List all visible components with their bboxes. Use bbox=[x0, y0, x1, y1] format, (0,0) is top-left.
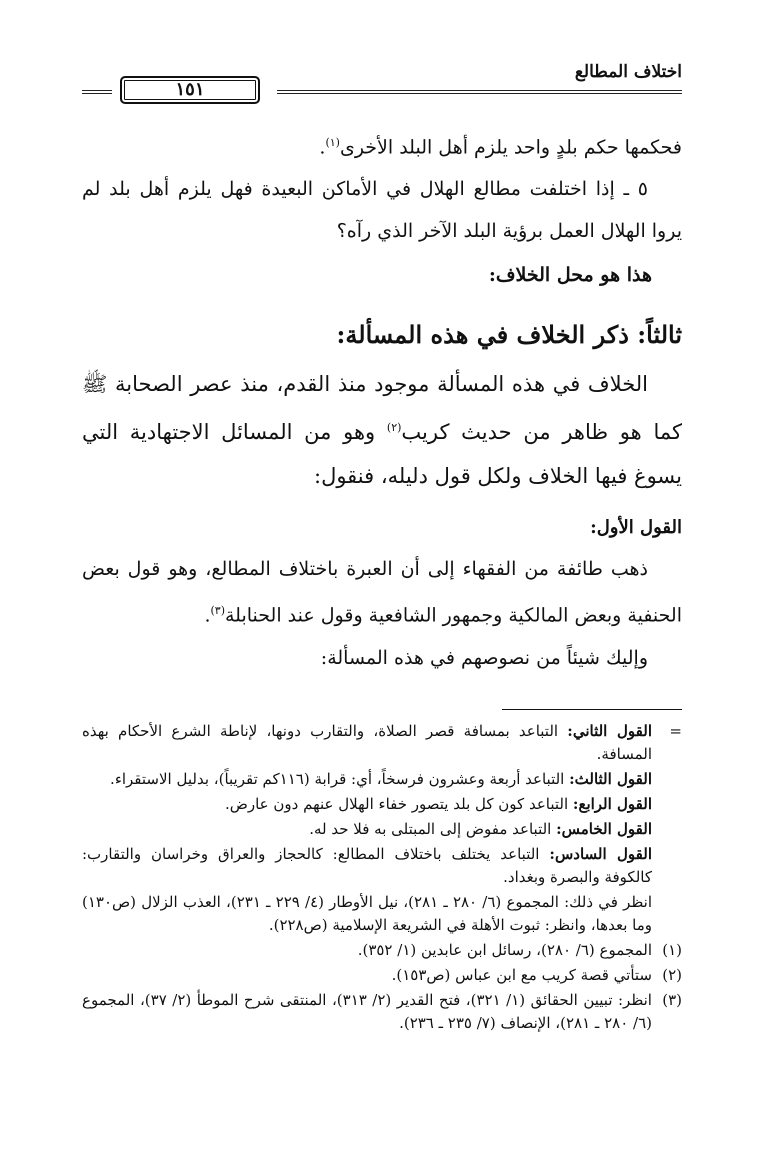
footnote-continued-refs: انظر في ذلك: المجموع (٦/ ٢٨٠ ـ ٢٨١)، نيل الأوطار (٤/ ٢٢٩ ـ ٢٣١)، العذب الزلال (ص١٣٠) وما بعدها، وانظر: ثبوت الأهلة في الشريعة الإسلامية (ص٢٢٨). bbox=[82, 892, 653, 934]
footnotes bbox=[82, 720, 682, 1035]
footnote-ref-2: (٢) bbox=[386, 421, 402, 435]
book-page bbox=[82, 58, 682, 1037]
section-heading: ثالثاً: ذكر الخلاف في هذه المسألة: bbox=[336, 320, 682, 350]
header-rule-left bbox=[82, 90, 112, 94]
footnote-continued-q5: القول الخامس: التباعد مفوض إلى المبتلى به فلا حد له. bbox=[309, 819, 652, 838]
page-number: ١٥١ bbox=[120, 76, 260, 104]
continuation-marker: = bbox=[669, 721, 682, 740]
paragraph-3: الخلاف في هذه المسألة موجود منذ القدم، منذ عصر الصحابة ﷺ كما هو ظاهر من حديث كريب$^{(٢)}$ وهو من المسائل الاجتهادية التي يسوغ فيها الخلاف ولكل قول دليله، فنقول: bbox=[82, 372, 682, 489]
paragraph-2: ٥ ـ إذا اختلفت مطالع الهلال في الأماكن البعيدة فهل يلزم أهل بلد لم يروا الهلال العمل برؤية البلد الآخر الذي رآه؟ bbox=[82, 178, 682, 243]
footnote-continued-q4: القول الرابع: التباعد كون كل بلد يتصور خفاء الهلال عنهم دون عارض. bbox=[224, 794, 652, 813]
footnote-3: (٣) انظر: تبيين الحقائق (١/ ٣٢١)، فتح القدير (٢/ ٣١٣)، المنتقى شرح الموطأ (٢/ ٣٧)، المجموع (٦/ ٢٨٠ ـ ٢٨١)، الإنصاف (٧/ ٢٣٥ ـ ٢٣٦). bbox=[82, 990, 682, 1032]
section-note-heading: هذا هو محل الخلاف: bbox=[488, 264, 652, 287]
footnote-2: (٢) ستأتي قصة كريب مع ابن عباس (ص١٥٣). bbox=[391, 965, 682, 984]
footnote-separator bbox=[502, 709, 682, 710]
footnote-ref-3: (٣) bbox=[210, 604, 225, 618]
footnote-continued-q6: القول السادس: التباعد يختلف باختلاف المطالع: كالحجاز والعراق وخراسان والتقارب: كالكوفة والبصرة وبغداد. bbox=[82, 844, 652, 886]
footnote-ref-1: (١) bbox=[325, 136, 340, 149]
paragraph-1: فحكمها حكم بلدٍ واحد يلزم أهل البلد الأخرى$^{(١)}$. bbox=[319, 136, 682, 159]
page-header bbox=[82, 58, 682, 102]
paragraph-4: ذهب طائفة من الفقهاء إلى أن العبرة باختلاف المطالع، وهو قول بعض الحنفية وبعض المالكية وجمهور الشافعية وقول عند الحنابلة$^{(٣)}$. bbox=[82, 558, 682, 627]
paragraph-5: وإليك شيئاً من نصوصهم في هذه المسألة: bbox=[320, 646, 648, 669]
footnote-continued-q3: القول الثالث: التباعد أربعة وعشرون فرسخاً، أي: قرابة (١١٦كم تقريباً)، بدليل الاستقراء. bbox=[110, 769, 652, 788]
running-title: اختلاف المطالع bbox=[574, 62, 682, 82]
footnote-continued-q2: = القول الثاني: التباعد بمسافة قصر الصلاة، والتقارب دونها، لإناطة الشرع الأحكام بهذه المسافة. bbox=[82, 721, 682, 763]
footnote-1: (١) المجموع (٦/ ٢٨٠)، رسائل ابن عابدين (١/ ٣٥٢). bbox=[357, 940, 682, 959]
subsection-heading: القول الأول: bbox=[590, 517, 682, 539]
header-rule bbox=[277, 90, 682, 94]
